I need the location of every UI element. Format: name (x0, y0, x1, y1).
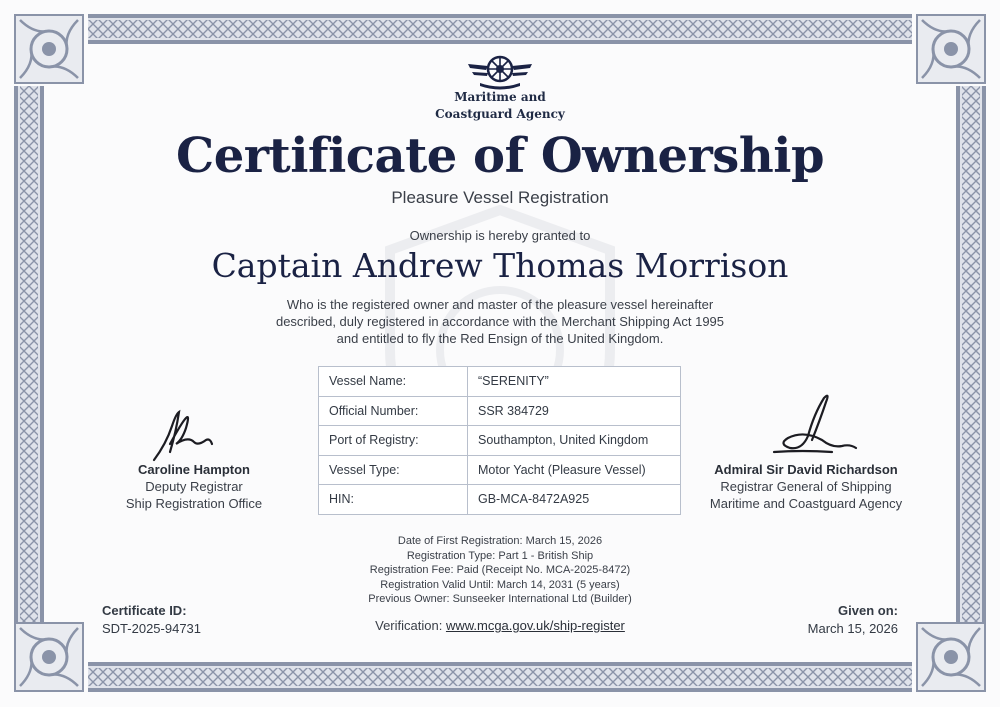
corner-ornament-icon (14, 622, 84, 692)
certificate-id-value: SDT-2025-94731 (102, 621, 202, 636)
vessel-field-label: Vessel Type: (319, 455, 468, 485)
vessel-field-value: SSR 384729 (468, 396, 681, 426)
given-on-label: Given on: (838, 603, 898, 618)
verification-label: Verification: (375, 618, 446, 633)
verification-link[interactable]: www.mcga.gov.uk/ship-register (445, 618, 625, 633)
corner-ornament-icon (14, 14, 84, 84)
signature-block-right (696, 390, 916, 512)
table-row (319, 426, 681, 456)
table-row (319, 485, 681, 515)
vessel-field-label: Vessel Name: (319, 367, 468, 397)
description-line: Who is the registered owner and master of the pleasure vessel hereinafter (286, 297, 714, 312)
vessel-field-label: Official Number: (319, 396, 468, 426)
recipient-name: Captain Andrew Thomas Morrison (211, 246, 789, 285)
description (220, 296, 780, 347)
given-on-date: March 15, 2026 (807, 621, 898, 636)
corner-ornament-icon (916, 622, 986, 692)
registration-details (300, 534, 700, 607)
signatory-office: Maritime and Coastguard Agency (709, 496, 903, 511)
signatory-role: Registrar General of Shipping (720, 479, 892, 494)
description-line: described, duly registered in accordance with the Merchant Shipping Act 1995 (275, 314, 725, 329)
vessel-details-table (318, 366, 681, 515)
signature-block-left (94, 400, 294, 512)
signature-image (696, 390, 916, 462)
agency-name-line1: Maritime and (454, 90, 546, 104)
given-on (748, 602, 898, 638)
ship-wheel-emblem-icon (466, 52, 534, 90)
detail-line: Registration Valid Until: March 14, 2031 (5 years) (380, 578, 620, 591)
agency-name (400, 89, 600, 123)
right-border-band (956, 86, 986, 622)
vessel-field-value: GB-MCA-8472A925 (468, 485, 681, 515)
signatory-name: Admiral Sir David Richardson (714, 462, 898, 477)
detail-line: Registration Fee: Paid (Receipt No. MCA-2025-8472) (369, 564, 631, 576)
vessel-field-label: HIN: (319, 485, 468, 515)
left-border-band (14, 86, 44, 622)
granted-text: Ownership is hereby granted to (409, 228, 591, 243)
table-row (319, 367, 681, 397)
signatory-office: Ship Registration Office (125, 496, 263, 511)
signatory-name: Caroline Hampton (138, 462, 250, 477)
description-line: and entitled to fly the Red Ensign of the United Kingdom. (336, 331, 664, 346)
signatory-role: Deputy Registrar (145, 479, 243, 494)
vessel-field-value: “SERENITY” (468, 367, 681, 397)
certificate-subtitle: Pleasure Vessel Registration (391, 188, 609, 207)
detail-line: Date of First Registration: March 15, 2026 (397, 535, 603, 547)
corner-ornament-icon (916, 14, 986, 84)
vessel-field-value: Southampton, United Kingdom (468, 426, 681, 456)
certificate-id (102, 602, 201, 638)
vessel-field-label: Port of Registry: (319, 426, 468, 456)
certificate-title: Certificate of Ownership (175, 128, 825, 184)
certificate-id-label: Certificate ID: (102, 603, 187, 618)
detail-line: Previous Owner: Sunseeker International Ltd (Builder) (368, 593, 632, 605)
bottom-border-band (88, 662, 912, 692)
verification (300, 618, 700, 633)
vessel-field-value: Motor Yacht (Pleasure Vessel) (468, 455, 681, 485)
table-row (319, 455, 681, 485)
top-border-band (88, 14, 912, 44)
table-row (319, 396, 681, 426)
signature-image (94, 400, 294, 462)
detail-line: Registration Type: Part 1 - British Ship (406, 549, 594, 562)
agency-name-line2: Coastguard Agency (435, 107, 565, 121)
